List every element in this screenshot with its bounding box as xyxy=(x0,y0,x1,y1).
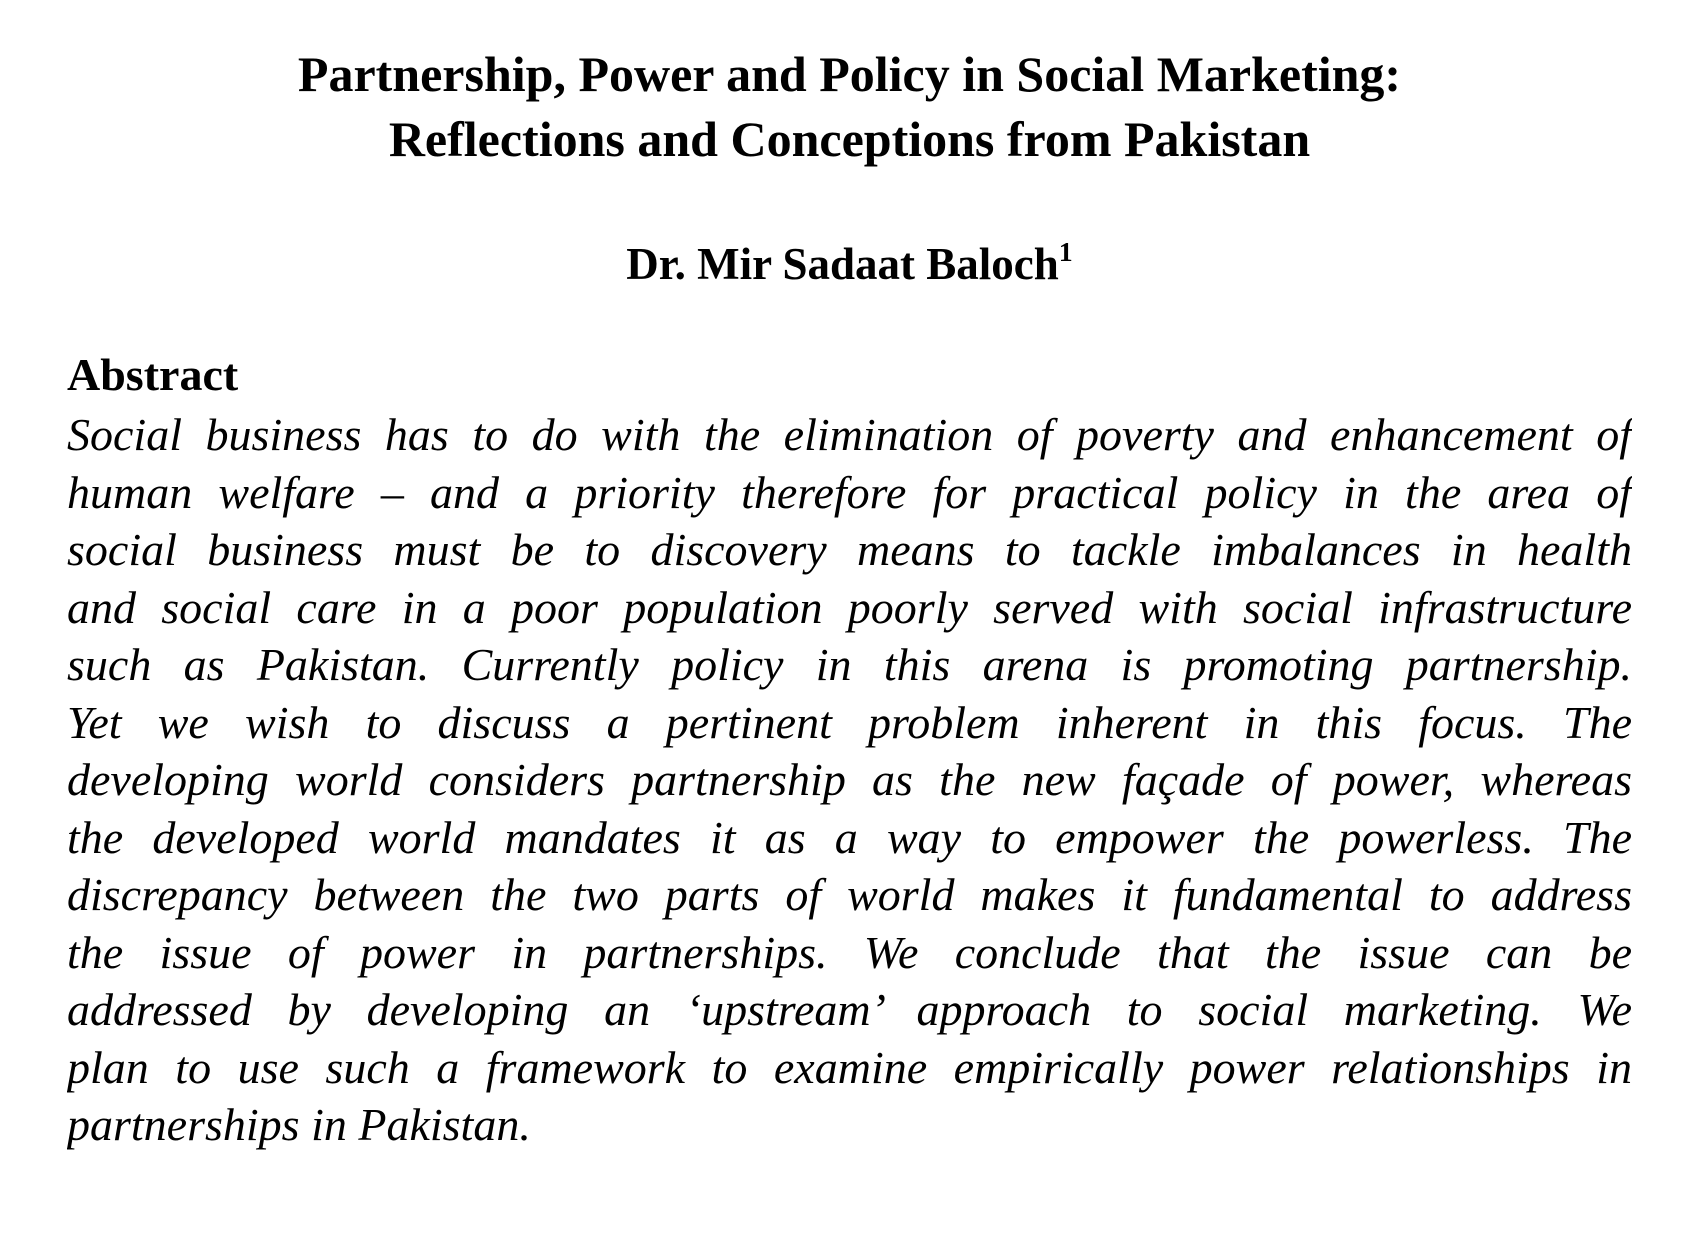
abstract-line-12: plan to use such a framework to examine empirically power relationships in xyxy=(67,1041,1632,1093)
abstract-line-5: such as Pakistan. Currently policy in this arena is promoting partnership. xyxy=(67,639,1632,690)
abstract-line-1: Social business has to do with the elimination of poverty and enhancement of xyxy=(67,409,1632,460)
abstract-line-8: the developed world mandates it as a way to empower the powerless. The xyxy=(67,811,1632,863)
abstract-body xyxy=(67,406,1632,1154)
abstract-heading: Abstract xyxy=(67,349,239,400)
author-footnote-marker: 1 xyxy=(1058,237,1073,268)
abstract-line-7: developing world considers partnership as the new façade of power, whereas xyxy=(67,754,1632,805)
paper-title xyxy=(67,42,1632,172)
abstract-line-13: partnerships in Pakistan. xyxy=(67,1099,531,1150)
abstract-line-2: human welfare – and a priority therefore for practical policy in the area of xyxy=(67,466,1632,518)
author-line xyxy=(67,236,1632,292)
paper-title-line2: Reflections and Conceptions from Pakistan xyxy=(388,111,1311,167)
abstract-line-10: the issue of power in partnerships. We conclude that the issue can be xyxy=(67,926,1632,978)
paper-page xyxy=(0,42,1688,1234)
abstract-line-3: social business must be to discovery means to tackle imbalances in health xyxy=(67,524,1632,575)
author-name: Dr. Mir Sadaat Baloch xyxy=(626,239,1059,289)
abstract-line-6: Yet we wish to discuss a pertinent problem inherent in this focus. The xyxy=(67,696,1632,748)
abstract-line-9: discrepancy between the two parts of world makes it fundamental to address xyxy=(67,869,1632,920)
abstract-line-11: addressed by developing an ‘upstream’ approach to social marketing. We xyxy=(67,984,1632,1035)
paper-title-line1: Partnership, Power and Policy in Social Marketing: xyxy=(297,46,1402,102)
abstract-line-4: and social care in a poor population poorly served with social infrastructure xyxy=(67,581,1632,633)
